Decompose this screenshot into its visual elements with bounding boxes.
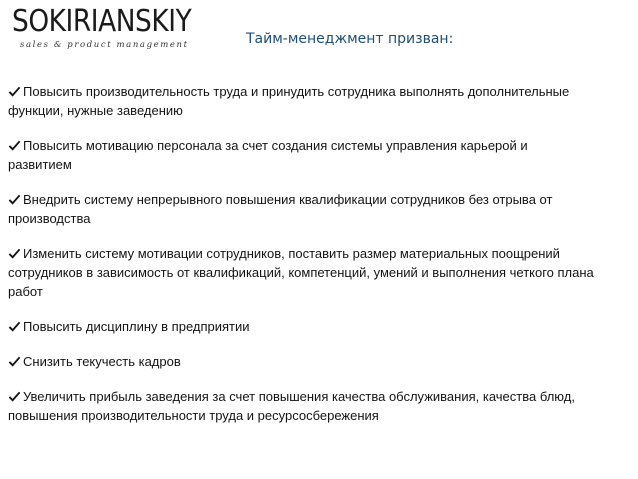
list-item — [8, 244, 594, 301]
list-item-text: Повысить производительность труда и принудить сотрудника выполнять дополнительные функции, нужные заведению — [8, 84, 570, 118]
logo-brand-text: SOKIRIANSKIY — [12, 4, 192, 39]
list-item — [8, 387, 594, 425]
list-item-text: Увеличить прибыль заведения за счет повышения качества обслуживания, качества блюд, повышения производительности труда и ресурсосбережения — [8, 389, 575, 423]
logo-tagline: sales & product management — [20, 40, 189, 50]
page-title: Тайм-менеджмент призван: — [246, 31, 454, 47]
list-item-text: Изменить систему мотивации сотрудников, поставить размер материальных поощрений сотрудников в зависимость от квалификаций, компетенций, умений и выполнения четкого плана работ — [8, 246, 594, 299]
checkmark-icon — [8, 355, 21, 368]
list-item-text: Внедрить систему непрерывного повышения квалификации сотрудников без отрыва от производства — [8, 192, 553, 226]
checkmark-icon — [8, 390, 21, 403]
list-item-text: Снизить текучесть кадров — [23, 354, 181, 369]
list-item — [8, 82, 594, 120]
checkmark-icon — [8, 320, 21, 333]
brand-logo — [12, 6, 190, 50]
list-item — [8, 317, 594, 336]
goals-list — [8, 82, 624, 441]
list-item — [8, 190, 594, 228]
list-item — [8, 136, 594, 174]
list-item-text: Повысить дисциплину в предприятии — [23, 319, 250, 334]
checkmark-icon — [8, 247, 21, 260]
list-item-text: Повысить мотивацию персонала за счет создания системы управления карьерой и развитием — [8, 138, 528, 172]
checkmark-icon — [8, 139, 21, 152]
checkmark-icon — [8, 85, 21, 98]
list-item — [8, 352, 594, 371]
checkmark-icon — [8, 193, 21, 206]
